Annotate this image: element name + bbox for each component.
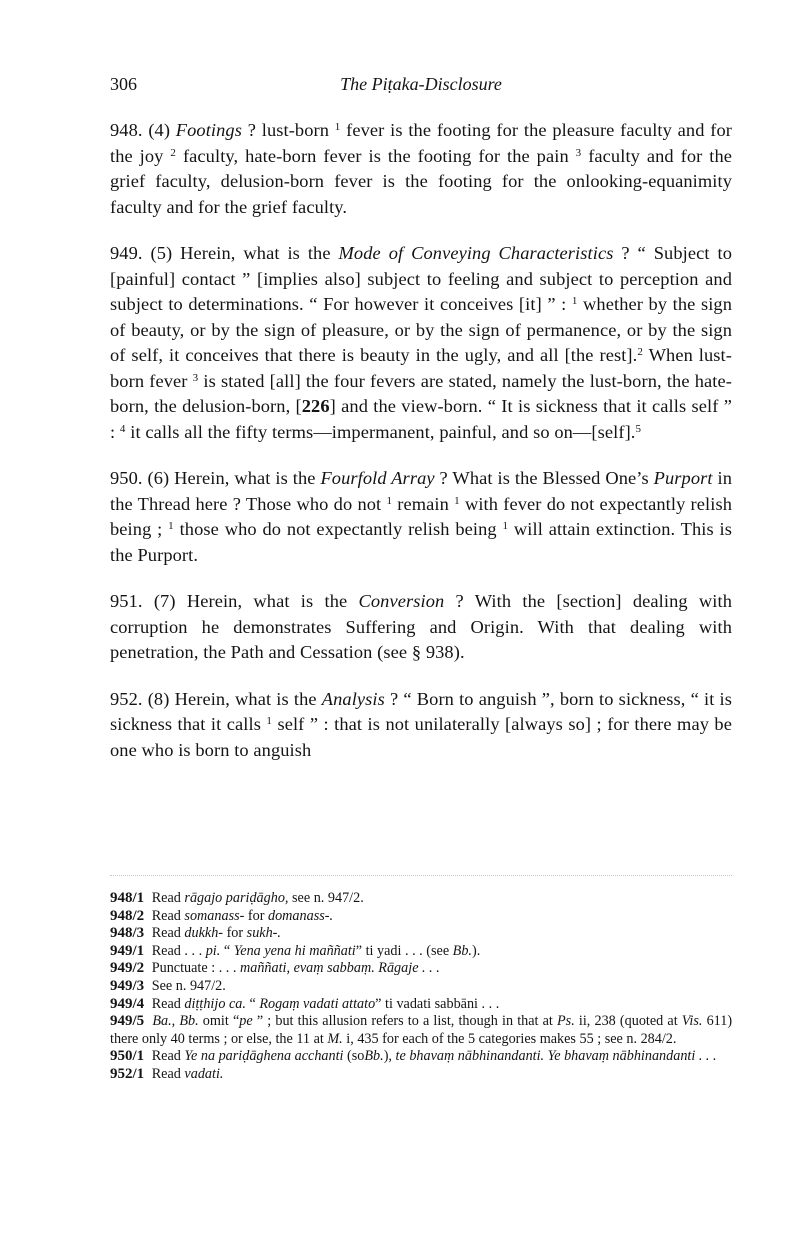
pali-text: pe (239, 1013, 253, 1030)
pali-text: Yena yena hi maññati (233, 942, 356, 959)
text: it calls all the fifty terms—impermanent, painful, and so on—[self]. (130, 421, 636, 442)
footnote (110, 1048, 732, 1066)
paragraph-948 (110, 118, 732, 220)
footnote-ref: 948/2 (110, 907, 145, 924)
section-heading: Purport (653, 468, 713, 488)
section-heading: Analysis (321, 688, 385, 709)
pali-text: te bhavaṃ nābhinandanti. Ye bhavaṃ nābhinandanti . . . (395, 1048, 717, 1065)
pali-text: Bb. (364, 1048, 384, 1065)
text: Read (151, 995, 181, 1012)
text: Punctuate : . . . (151, 960, 237, 977)
text: ? “ Subject to [painful] contact ” [implies also] subject to feeling and subject to perception and subject to determinations. “ For however it conceives [it] ” : (110, 243, 733, 314)
section-number: 949. (5) (110, 243, 173, 263)
text: ? With the [section] dealing with corruption he demonstrates Suffering and Origin. With that dealing with penetration, the Path and Cessation (see § 938). (110, 591, 733, 662)
running-title: The Piṭaka-Disclosure (340, 74, 502, 94)
section-heading: Footings (175, 120, 242, 140)
pali-text: sukh-. (246, 925, 281, 942)
text: (so (347, 1048, 365, 1065)
footnote-mark: 3 (575, 146, 582, 159)
pali-text: dukkh- (184, 925, 224, 942)
text: with fever do not expectantly relish being ; (110, 493, 733, 539)
text: remain (397, 493, 449, 514)
pali-text: Vis. (681, 1013, 703, 1030)
footnote (110, 960, 732, 978)
paragraph-950 (110, 466, 732, 568)
pali-text: domanass-. (267, 907, 334, 924)
pali-text: maññati, evaṃ sabbaṃ. Rāgaje . . . (239, 960, 440, 977)
footnote-ref: 952/1 (110, 1065, 145, 1082)
footnote-separator (110, 875, 732, 876)
footnote-mark: 1 (571, 295, 578, 307)
section-number: 948. (4) (110, 120, 171, 140)
text: i, 435 for each of the 5 categories makes 55 ; see n. 284/2. (346, 1030, 677, 1047)
pali-text: Bb. (452, 942, 472, 959)
text: Herein, what is the (180, 243, 331, 263)
footnote-ref: 949/1 (110, 942, 145, 959)
text: for (247, 907, 265, 924)
pali-text: somanass- (184, 907, 245, 924)
pali-text: rāgajo pariḍāgho, (184, 890, 289, 906)
text: those who do not expectantly relish being (179, 519, 497, 539)
footnote-mark: 1 (502, 520, 509, 532)
text: Read . . . (151, 942, 203, 959)
pali-text: vadati. (184, 1065, 224, 1082)
footnote-ref: 949/5 (110, 1013, 145, 1030)
text: Read (151, 1048, 181, 1065)
text: will attain extinction. This is the Purport. (110, 519, 733, 565)
text: ” ti yadi . . . (see (355, 942, 450, 959)
footnote (110, 1013, 732, 1048)
text: ? lust-born (247, 120, 330, 140)
text: ” ti vadati sabbāni . . . (375, 995, 500, 1012)
body-text (110, 118, 732, 763)
text: in the Thread here ? Those who do not (110, 468, 733, 514)
text: “ (249, 995, 256, 1012)
footnote-mark: 1 (454, 494, 460, 507)
footnote-mark: 3 (192, 371, 199, 384)
section-number: 950. (6) (110, 468, 170, 488)
footnote-ref: 949/3 (110, 977, 145, 994)
footnote-ref: 950/1 (110, 1048, 145, 1065)
footnote (110, 925, 732, 943)
pali-text: Ps. (557, 1013, 575, 1030)
footnote-ref: 948/3 (110, 925, 145, 942)
text: ? What is the Blessed One’s (439, 468, 649, 488)
footnote-ref: 949/4 (110, 995, 145, 1012)
footnote (110, 978, 732, 996)
text: whether by the sign of beauty, or by the sign of pleasure, or by the sign of permanence, or by the sign of self, it conceives that there is beauty in the ugly, and all [the rest]. (110, 294, 733, 365)
section-heading: Conversion (358, 591, 445, 611)
pali-text: Rogaṃ vadati attato (259, 995, 376, 1012)
section-heading: Fourfold Array (320, 468, 435, 488)
footnote-mark: 1 (386, 494, 393, 507)
pali-text: M. (327, 1030, 343, 1047)
section-number: 951. (7) (110, 591, 176, 611)
text: ), (383, 1048, 392, 1065)
text: faculty and for the grief faculty, delusion-born fever is the footing for the onlooking-equanimity faculty and for the grief faculty. (110, 145, 733, 217)
text: Read (151, 925, 181, 942)
footnote-mark: 2 (637, 346, 643, 358)
footnote (110, 890, 732, 908)
original-page-number: 226 (301, 396, 330, 416)
text: omit “ (202, 1013, 240, 1030)
text: See n. 947/2. (151, 977, 226, 994)
footnote (110, 908, 732, 926)
section-number: 952. (8) (110, 688, 170, 709)
text: for (226, 925, 244, 942)
running-head (110, 74, 732, 98)
footnote-ref: 949/2 (110, 960, 145, 977)
footnote-mark: 1 (266, 715, 273, 727)
text: ). (471, 942, 481, 959)
footnote (110, 1066, 732, 1084)
paragraph-949 (110, 241, 732, 445)
paragraph-951 (110, 589, 732, 666)
text: “ (223, 942, 231, 959)
text: Read (151, 890, 181, 906)
footnote (110, 996, 732, 1014)
pali-text: Ba., Bb. (152, 1013, 199, 1030)
text: ” ; but this allusion refers to a list, though in that at (256, 1013, 553, 1030)
text: faculty, hate-born fever is the footing for the pain (182, 145, 569, 166)
footnote-mark: 5 (635, 422, 642, 435)
page-number: 306 (110, 74, 137, 94)
footnotes (110, 890, 732, 1084)
text: self ” : that is not unilaterally [always so] ; for there may be one who is born to anguish (110, 714, 732, 760)
text: is stated [all] the four fevers are stated, namely the lust-born, the hate-born, the delusion-born, [ (110, 370, 732, 416)
text: 611) there only 40 terms ; or else, the 11 at (110, 1013, 733, 1047)
text: Herein, what is the (186, 591, 348, 611)
paragraph-952 (110, 687, 732, 764)
footnote-mark: 1 (334, 121, 341, 133)
footnote-mark: 4 (119, 422, 126, 435)
pali-text: diṭṭhijo ca. (184, 995, 246, 1012)
footnote-ref: 948/1 (110, 890, 145, 906)
pali-text: Ye na pariḍāghena acchanti (184, 1048, 344, 1065)
text: ] and the view-born. “ It is sickness that it calls self ” : (110, 396, 732, 442)
text: Herein, what is the (174, 688, 317, 709)
footnote-mark: 1 (168, 520, 174, 532)
text: see n. 947/2. (292, 890, 364, 906)
text: Herein, what is the (174, 468, 316, 488)
text: ii, 238 (quoted at (578, 1013, 678, 1030)
text: Read (151, 1065, 181, 1082)
text: Read (151, 907, 181, 924)
pali-text: pi. (205, 942, 221, 959)
text: When lust-born fever (110, 345, 732, 391)
section-heading: Mode of Conveying Characteristics (338, 243, 614, 263)
footnote-mark: 2 (170, 146, 177, 159)
text: ? “ Born to anguish ”, born to sickness, “ it is sickness that it calls (110, 688, 732, 734)
footnote (110, 943, 732, 961)
text: fever is the footing for the pleasure faculty and for the joy (110, 120, 732, 166)
